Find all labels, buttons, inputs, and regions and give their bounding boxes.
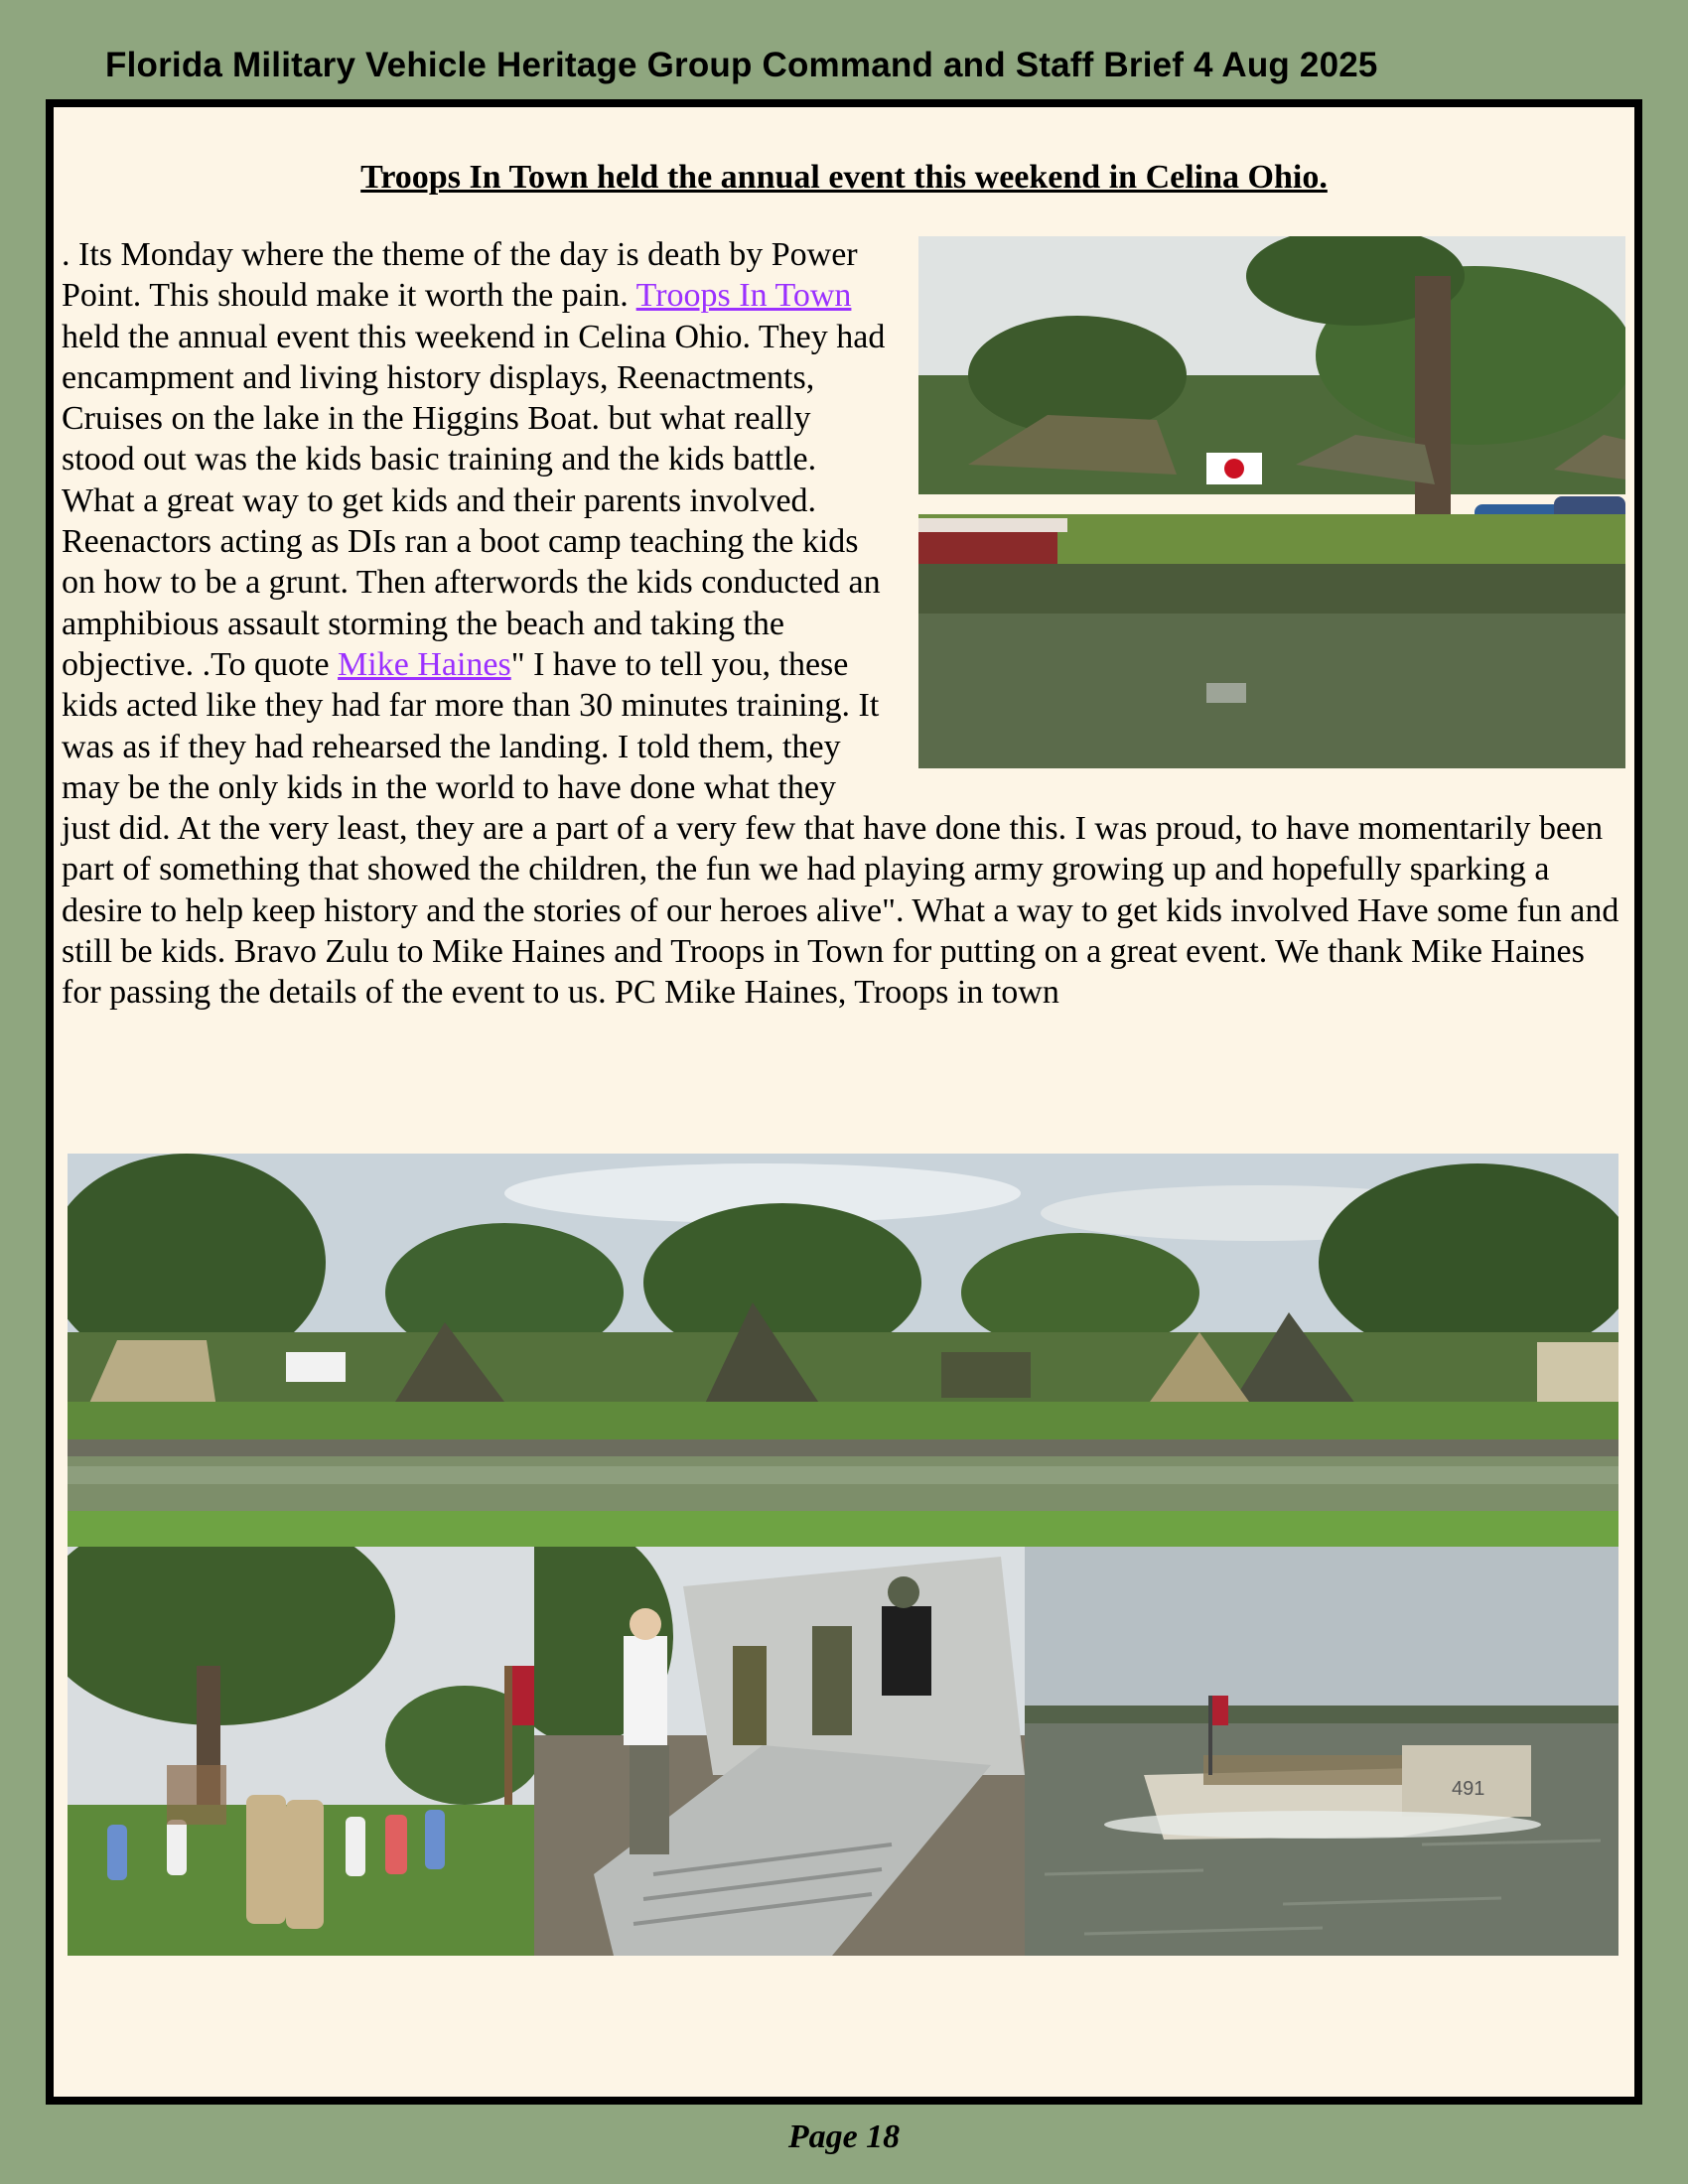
higgins-boat-cruise-photo <box>1025 1547 1618 1956</box>
encampment-pond-photo <box>918 236 1625 768</box>
kids-amphibious-landing-photo <box>534 1547 1025 1956</box>
article-headline: Troops In Town held the annual event this weekend in Celina Ohio. <box>360 159 1328 196</box>
troops-in-town-link[interactable]: Troops In Town <box>635 277 852 315</box>
newsletter-header: Florida Military Vehicle Heritage Group Command and Staff Brief 4 Aug 2025 <box>105 46 1378 84</box>
article-text-intro: . Its Monday where the theme of the day is death by Power Point. This should make it worth the pain. <box>62 236 858 315</box>
article-panel <box>54 107 1634 2097</box>
encampment-panorama-photo <box>68 1154 1618 1551</box>
article-body <box>62 234 1625 1014</box>
article-text-middle: held the annual event this weekend in Celina Ohio. They had encampment and living history displays, Reenactments, Cruises on the lake in the Higgins Boat. but what really stood out was the kids basic training and the kids battle. What a great way to get kids and their parents involved. Reenactors acting as DIs ran a boot camp teaching the kids on how to be a grunt. Then afterwords the kids conducted an amphibious assault storming the beach and taking the objective. .To quote <box>62 318 886 683</box>
mike-haines-link[interactable]: Mike Haines <box>338 645 511 683</box>
kids-basic-training-photo <box>68 1547 534 1956</box>
page-number: Page 18 <box>787 2118 901 2155</box>
article-text-quote: " I have to tell you, these kids acted like they had far more than 30 minutes training. It was as if they had rehearsed the landing. I told them, they may be the only kids in the world to have done what they just did. At the very least, they are a part of a very few that have done this. I was proud, to have momentarily been part of something that showed the children, the fun we had playing army growing up and hopefully sparking a desire to help keep history and the stories of our heroes alive". What a way to get kids involved Have some fun and still be kids. Bravo Zulu to Mike Haines and Troops in Town for putting on a great event. We thank Mike Haines for passing the details of the event to us. PC Mike Haines, Troops in town <box>62 645 1619 1012</box>
boat-hull-number: 491 <box>1452 1778 1485 1800</box>
